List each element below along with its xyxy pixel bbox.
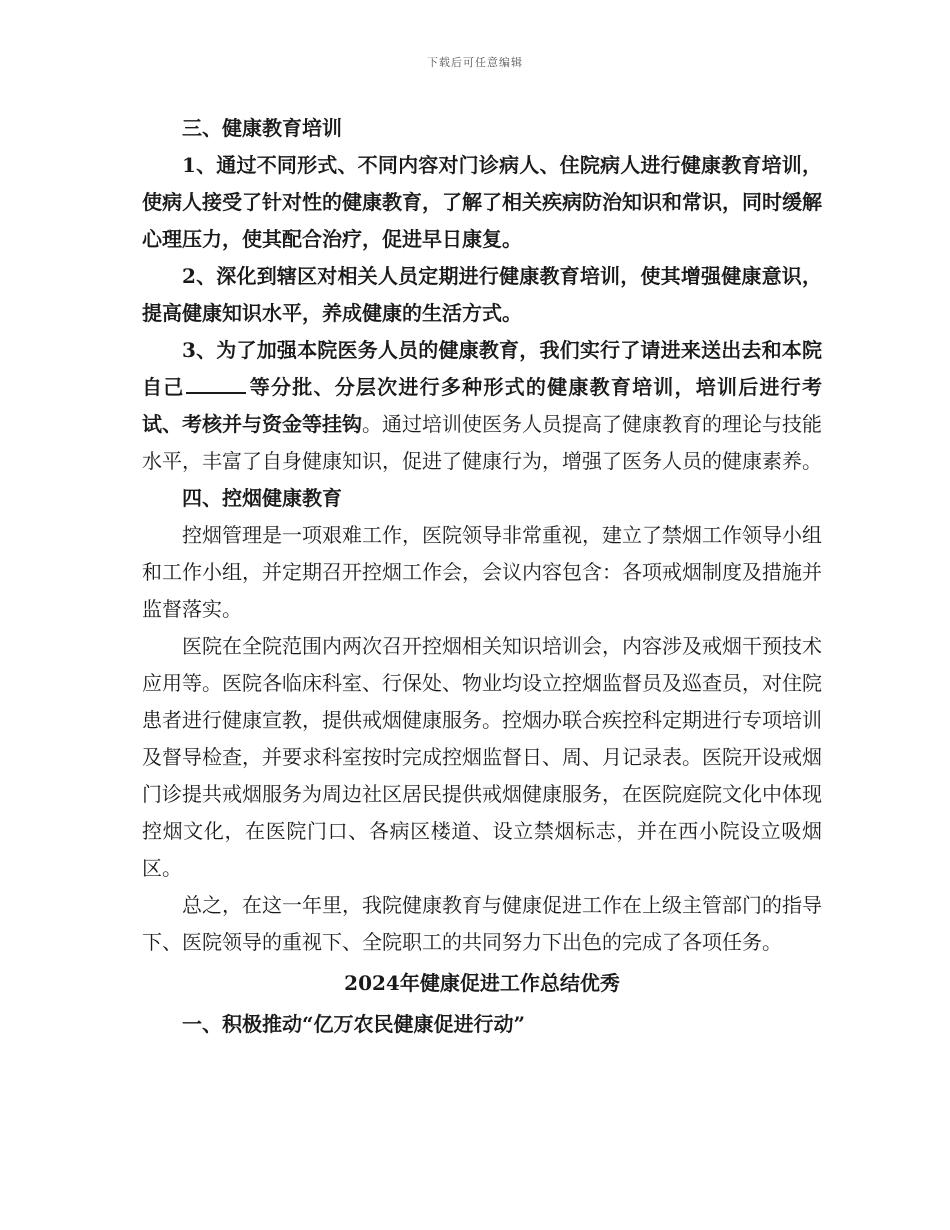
paragraph-1: 1、通过不同形式、不同内容对门诊病人、住院病人进行健康教育培训，使病人接受了针对性的健康教育，了解了相关疾病防治知识和常识，同时缓解心理压力，使其配合治疗，促进早日康复。 [142, 153, 822, 251]
page-header: 下载后可任意编辑 [427, 56, 523, 69]
paragraph-3-normal: 。通过培训使医务人员提高了健康教育的理论与技能水平，丰富了自身健康知识，促进了健康行为，增强了医务人员的健康素养。 [142, 412, 822, 473]
section-heading-1: 一、积极推动“亿万农民健康促进行动” [182, 1012, 526, 1036]
document-title-2: 2024年健康促进工作总结优秀 [344, 971, 620, 995]
paragraph-3-bold-b: 等分批、分层次进行多种形式的健康教育培训，培训后进行考试、考核并与资金等挂钩 [142, 375, 823, 436]
paragraph-2: 2、深化到辖区对相关人员定期进行健康教育培训，使其增强健康意识，提高健康知识水平，养成健康的生活方式。 [142, 264, 822, 325]
paragraph-5: 医院在全院范围内两次召开控烟相关知识培训会，内容涉及戒烟干预技术应用等。医院各临床科室、行保处、物业均设立控烟监督员及巡查员，对住院患者进行健康宣教，提供戒烟健康服务。控烟办联合疾控科定期进行专项培训及督导检查，并要求科室按时完成控烟监督日、周、月记录表。医院开设戒烟门诊提共戒烟服务为周边社区居民提供戒烟健康服务，在医院庭院文化中体现控烟文化，在医院门口、各病区楼道、设立禁烟标志，并在西小院设立吸烟区。 [142, 634, 822, 880]
paragraph-3-bold-a: 3、为了加强本院医务人员的健康教育，我们实行了请进来送出去和本院自己 [142, 338, 822, 399]
paragraph-6: 总之，在这一年里，我院健康教育与健康促进工作在上级主管部门的指导下、医院领导的重视下、全院职工的共同努力下出色的完成了各项任务。 [142, 893, 822, 954]
document-body [142, 110, 822, 1043]
paragraph-3 [142, 332, 822, 480]
section-heading-3: 三、健康教育培训 [182, 116, 342, 140]
blank-underline [186, 378, 246, 394]
paragraph-4: 控烟管理是一项艰难工作，医院领导非常重视，建立了禁烟工作领导小组和工作小组，并定期召开控烟工作会，会议内容包含：各项戒烟制度及措施并监督落实。 [142, 523, 822, 621]
section-heading-4: 四、控烟健康教育 [182, 486, 342, 510]
